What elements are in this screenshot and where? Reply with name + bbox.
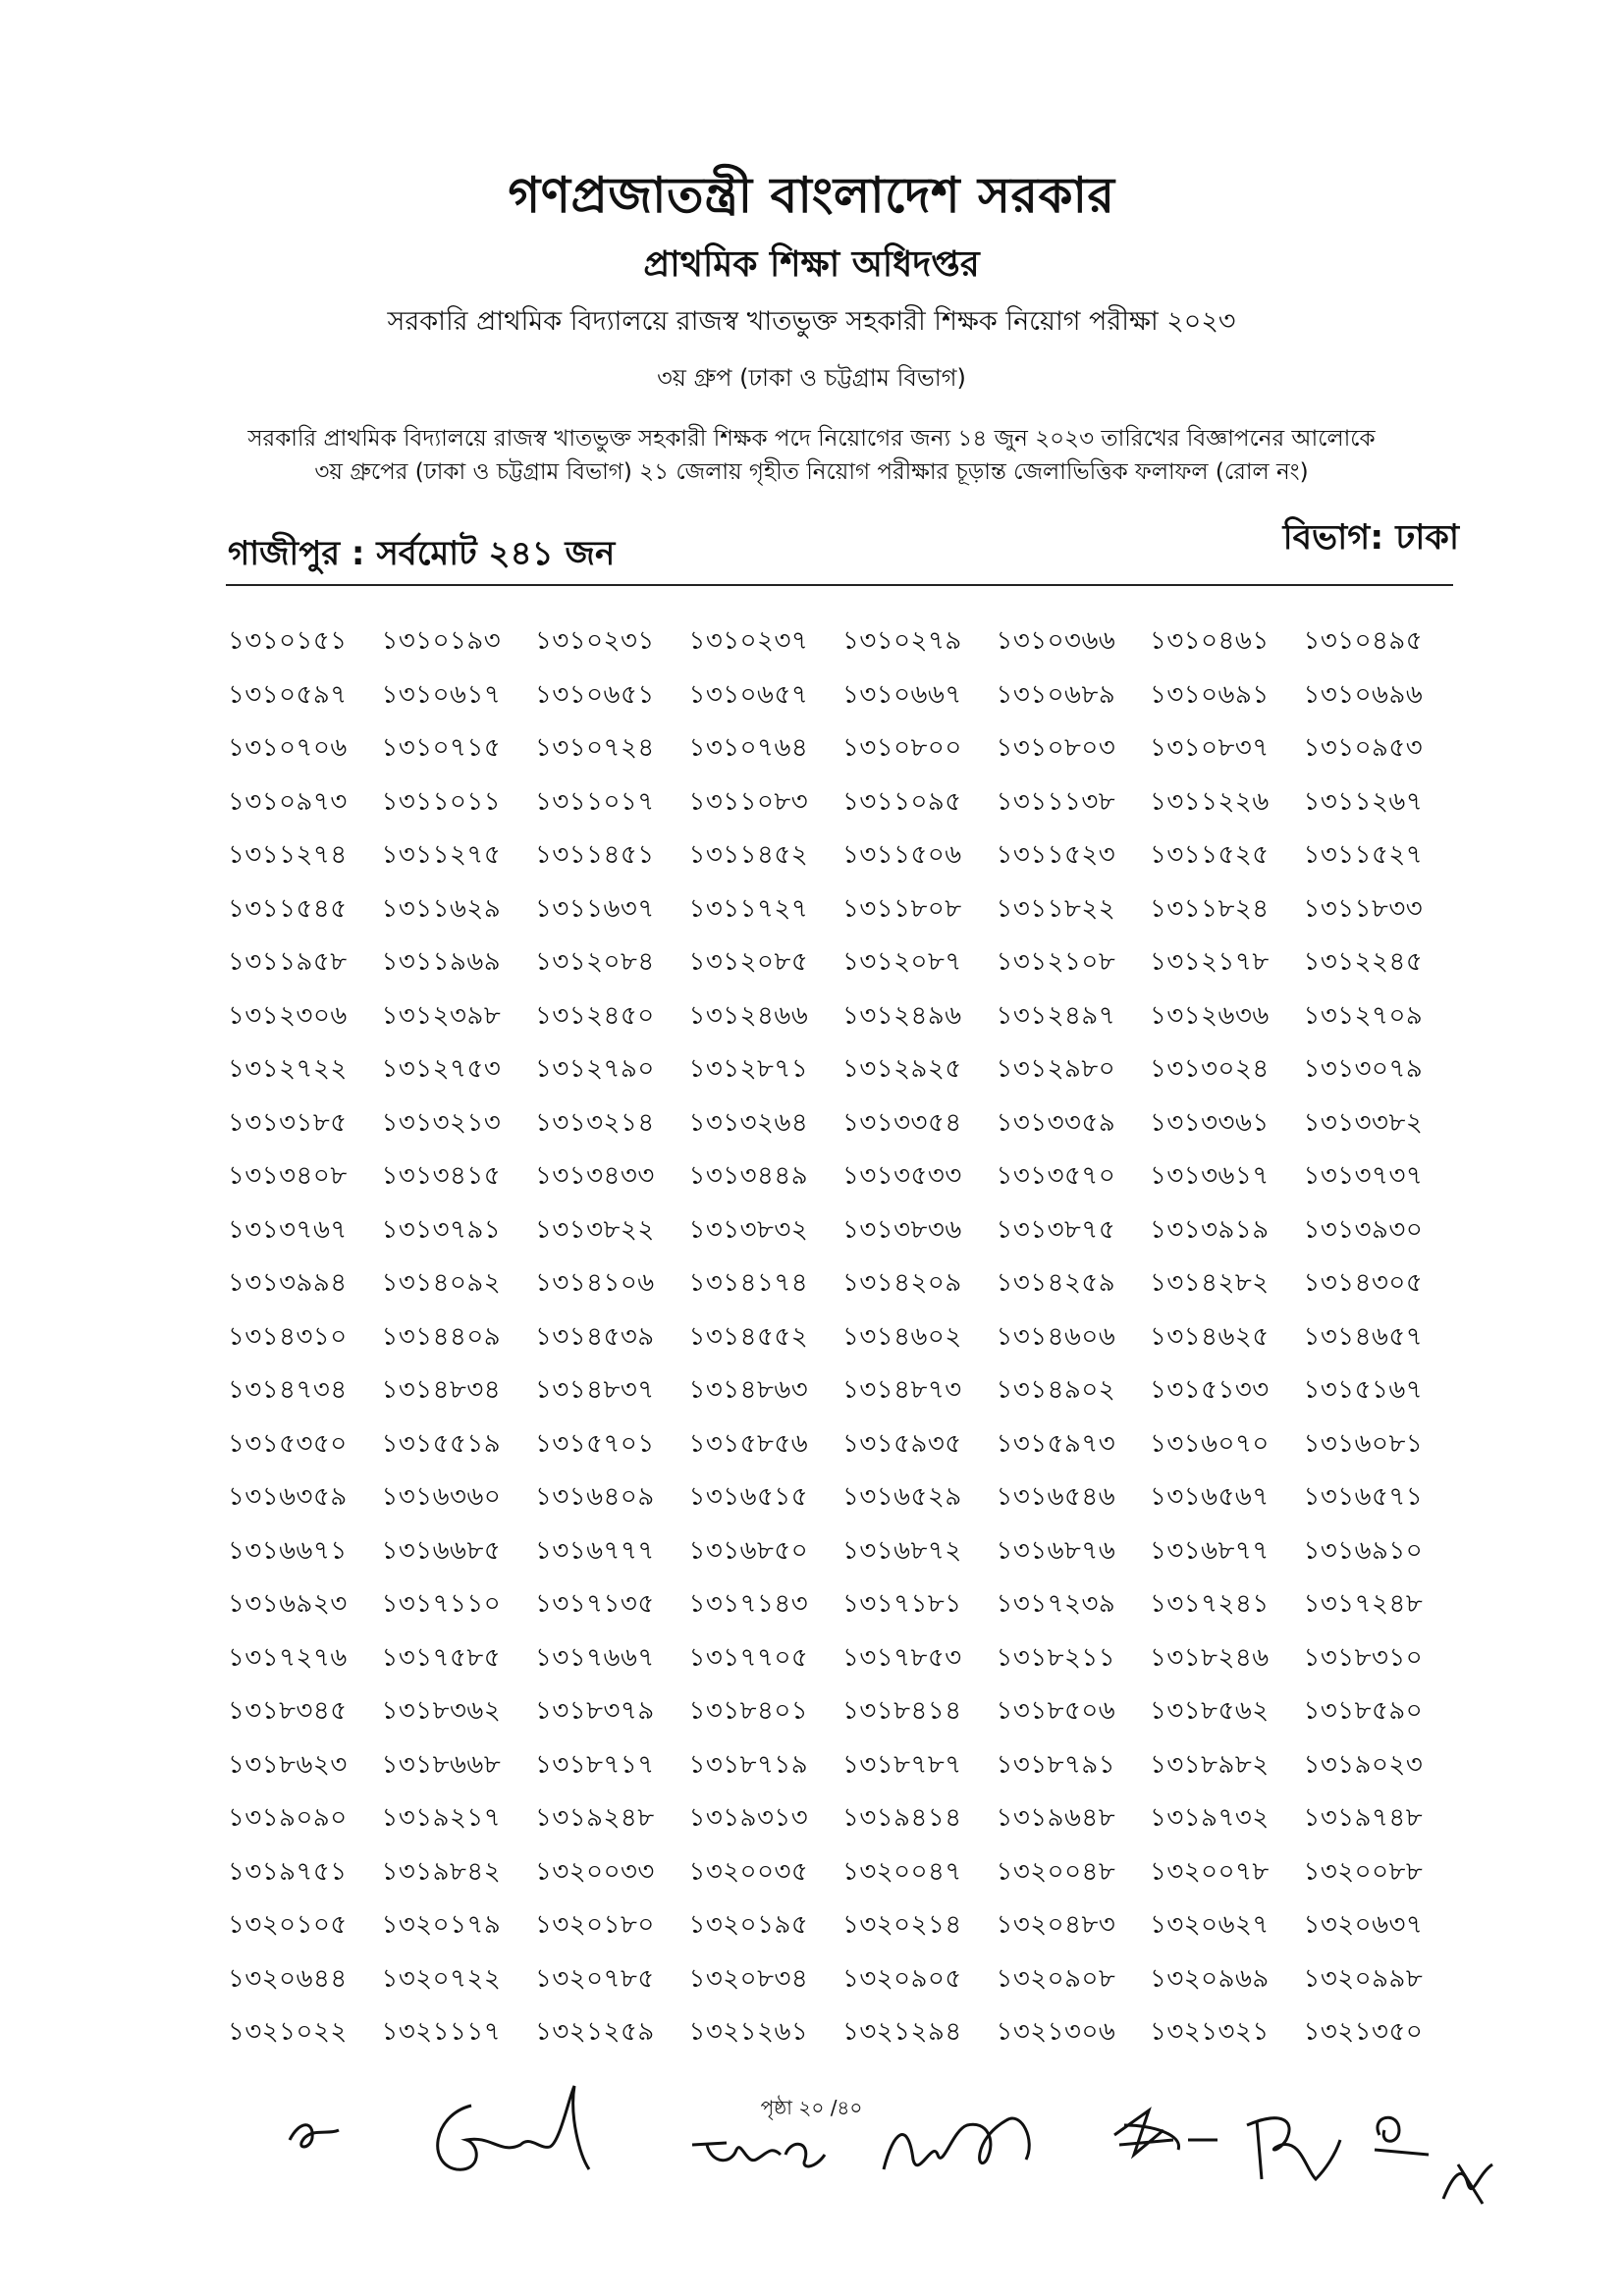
roll-number: ১৩১৩৯৩০ bbox=[1303, 1214, 1424, 1245]
roll-number: ১৩১১৬৩৭ bbox=[535, 893, 655, 924]
roll-number: ১৩১০৩৬৬ bbox=[996, 626, 1116, 657]
roll-number: ১৩১৪৩০৫ bbox=[1303, 1268, 1424, 1299]
roll-number: ১৩১০৬৫১ bbox=[535, 679, 655, 710]
roll-row bbox=[228, 615, 1465, 669]
roll-number: ১৩১০৬১৭ bbox=[381, 679, 502, 710]
roll-number: ১৩১৫১৩৩ bbox=[1150, 1375, 1270, 1406]
roll-number: ১৩১২০৮৭ bbox=[842, 947, 962, 978]
roll-number: ১৩১৩২৬৪ bbox=[688, 1107, 809, 1138]
roll-number: ১৩২০৯৬৯ bbox=[1150, 1963, 1270, 1994]
roll-number: ১৩১৭৭০৫ bbox=[688, 1642, 809, 1673]
roll-number: ১৩১৪৬০৬ bbox=[996, 1321, 1116, 1352]
roll-number: ১৩১০৪৯৫ bbox=[1303, 626, 1424, 657]
roll-number: ১৩১১০১৭ bbox=[535, 786, 655, 817]
roll-number: ১৩১৯৭৫১ bbox=[228, 1856, 348, 1887]
roll-number: ১৩১৮৩৬২ bbox=[381, 1696, 502, 1727]
roll-row bbox=[228, 883, 1465, 937]
roll-number: ১৩১২৩৯৮ bbox=[381, 1000, 502, 1031]
roll-number: ১৩১৮৫৯০ bbox=[1303, 1696, 1424, 1727]
roll-number: ১৩১৮৩৭৯ bbox=[535, 1696, 655, 1727]
group-title: ৩য় গ্রুপ (ঢাকা ও চট্টগ্রাম বিভাগ) bbox=[657, 364, 966, 392]
roll-number: ১৩১৮৯৮২ bbox=[1150, 1749, 1270, 1780]
roll-number: ১৩১৩৮৩২ bbox=[688, 1214, 809, 1245]
signature-4 bbox=[1105, 2096, 1232, 2174]
roll-number: ১৩১১২৭৫ bbox=[381, 840, 502, 871]
roll-number: ১৩১২৭২২ bbox=[228, 1054, 348, 1085]
roll-number: ১৩১২৭৯০ bbox=[535, 1054, 655, 1085]
roll-number: ১৩১১৮৩৩ bbox=[1303, 893, 1424, 924]
roll-number: ১৩২০৯০৮ bbox=[996, 1963, 1116, 1994]
roll-number: ১৩২১৩০৬ bbox=[996, 2017, 1116, 2048]
roll-number: ১৩১৪৮৩৭ bbox=[535, 1375, 655, 1406]
roll-row bbox=[228, 1953, 1465, 2007]
roll-number: ১৩১৭২৩৯ bbox=[996, 1589, 1116, 1620]
roll-number: ১৩১১৯৬৯ bbox=[381, 947, 502, 978]
roll-number: ১৩১৩৪০৮ bbox=[228, 1161, 348, 1192]
roll-number: ১৩১৩২১৪ bbox=[535, 1107, 655, 1138]
roll-number: ১৩১০৬৫৭ bbox=[688, 679, 809, 710]
roll-number: ১৩১০৯৭৩ bbox=[228, 786, 348, 817]
roll-number: ১৩১৯২৪৮ bbox=[535, 1803, 655, 1834]
roll-number: ১৩১২৪৯৬ bbox=[842, 1000, 962, 1031]
roll-number: ১৩১৪২৮২ bbox=[1150, 1268, 1270, 1299]
roll-number: ১৩১৫১৬৭ bbox=[1303, 1375, 1424, 1406]
roll-number: ১৩১১৫২৭ bbox=[1303, 840, 1424, 871]
signature-3 bbox=[879, 2101, 1046, 2189]
roll-number: ১৩১৫৯৩৫ bbox=[842, 1428, 962, 1459]
roll-number: ১৩১৪৮৭৩ bbox=[842, 1375, 962, 1406]
roll-number: ১৩১০৪৬১ bbox=[1150, 626, 1270, 657]
roll-number: ১৩১৮৪১৪ bbox=[842, 1696, 962, 1727]
roll-number: ১৩১২৮৭১ bbox=[688, 1054, 809, 1085]
roll-number: ১৩১৪৮৩৪ bbox=[381, 1375, 502, 1406]
roll-number: ১৩১৭২৪১ bbox=[1150, 1589, 1270, 1620]
roll-number: ১৩১১২৭৪ bbox=[228, 840, 348, 871]
roll-number: ১৩১০২৩৭ bbox=[688, 626, 809, 657]
roll-number: ১৩২১৩৫০ bbox=[1303, 2017, 1424, 2048]
roll-number: ১৩১৬৮৫০ bbox=[688, 1535, 809, 1566]
roll-number: ১৩১২৭০৯ bbox=[1303, 1000, 1424, 1031]
roll-number: ১৩১৬৯১০ bbox=[1303, 1535, 1424, 1566]
roll-number: ১৩১১২২৬ bbox=[1150, 786, 1270, 817]
roll-number: ১৩২০৮৩৪ bbox=[688, 1963, 809, 1994]
roll-number: ১৩২০২১৪ bbox=[842, 1910, 962, 1941]
roll-number: ১৩১৩৬১৭ bbox=[1150, 1161, 1270, 1192]
roll-row bbox=[228, 1525, 1465, 1579]
roll-number: ১৩১৮৪০১ bbox=[688, 1696, 809, 1727]
roll-number: ১৩১০৮০৩ bbox=[996, 733, 1116, 764]
roll-number: ১৩১০৮০০ bbox=[842, 733, 962, 764]
roll-number: ১৩১১৫২৩ bbox=[996, 840, 1116, 871]
district-total: গাজীপুর : সর্বমোট ২৪১ জন bbox=[228, 534, 616, 573]
roll-number: ১৩১৬৫১৫ bbox=[688, 1482, 809, 1513]
directorate-title: প্রাথমিক শিক্ষা অধিদপ্তর bbox=[643, 244, 980, 285]
roll-row bbox=[228, 1578, 1465, 1632]
roll-row bbox=[228, 936, 1465, 990]
roll-number: ১৩১৯৭৪৮ bbox=[1303, 1803, 1424, 1834]
roll-row bbox=[228, 1097, 1465, 1151]
roll-number: ১৩১৫৩৫০ bbox=[228, 1428, 348, 1459]
roll-number: ১৩১৬৭৭৭ bbox=[535, 1535, 655, 1566]
government-title: গণপ্রজাতন্ত্রী বাংলাদেশ সরকার bbox=[508, 167, 1115, 224]
roll-number: ১৩১৬৩৬০ bbox=[381, 1482, 502, 1513]
roll-number: ১৩১৭১৩৫ bbox=[535, 1589, 655, 1620]
roll-number: ১৩২০০৩৫ bbox=[688, 1856, 809, 1887]
roll-number: ১৩১০৬৯১ bbox=[1150, 679, 1270, 710]
roll-number: ১৩১৪১০৬ bbox=[535, 1268, 655, 1299]
roll-number: ১৩২০৬৪৪ bbox=[228, 1963, 348, 1994]
result-description bbox=[157, 422, 1466, 489]
roll-number: ১৩১৩১৮৫ bbox=[228, 1107, 348, 1138]
roll-number: ১৩১৬০৭০ bbox=[1150, 1428, 1270, 1459]
roll-number: ১৩২০৯৯৮ bbox=[1303, 1963, 1424, 1994]
roll-number: ১৩১৮৫০৬ bbox=[996, 1696, 1116, 1727]
roll-number: ১৩১২৪৯৭ bbox=[996, 1000, 1116, 1031]
roll-number: ১৩২১০২২ bbox=[228, 2017, 348, 2048]
roll-number: ১৩১৩২১৩ bbox=[381, 1107, 502, 1138]
roll-number: ১৩২০১০৫ bbox=[228, 1910, 348, 1941]
roll-number: ১৩১৯০২৩ bbox=[1303, 1749, 1424, 1780]
roll-number: ১৩১৭৬৬৭ bbox=[535, 1642, 655, 1673]
roll-number: ১৩১৪২৫৯ bbox=[996, 1268, 1116, 1299]
roll-number: ১৩১৩০২৪ bbox=[1150, 1054, 1270, 1085]
roll-number: ১৩১৬০৮১ bbox=[1303, 1428, 1424, 1459]
roll-number: ১৩১৩০৭৯ bbox=[1303, 1054, 1424, 1085]
roll-row bbox=[228, 1364, 1465, 1418]
roll-number: ১৩২০৬৩৭ bbox=[1303, 1910, 1424, 1941]
page-number: পৃষ্ঠা ২০ /৪০ bbox=[760, 2096, 863, 2119]
roll-number: ১৩২০৬২৭ bbox=[1150, 1910, 1270, 1941]
roll-number: ১৩১৪৬০২ bbox=[842, 1321, 962, 1352]
roll-number: ১৩১১৮২২ bbox=[996, 893, 1116, 924]
roll-number: ১৩১৩৩৮২ bbox=[1303, 1107, 1424, 1138]
roll-number: ১৩১১৯৫৮ bbox=[228, 947, 348, 978]
roll-number: ১৩১৮৫৬২ bbox=[1150, 1696, 1270, 1727]
roll-row bbox=[228, 1632, 1465, 1686]
roll-number: ১৩১৪১৭৪ bbox=[688, 1268, 809, 1299]
roll-number: ১৩১৯৪১৪ bbox=[842, 1803, 962, 1834]
roll-number: ১৩১৩৮৩৬ bbox=[842, 1214, 962, 1245]
roll-row bbox=[228, 1204, 1465, 1258]
roll-number: ১৩১৪৫৩৯ bbox=[535, 1321, 655, 1352]
roll-number: ১৩১২১০৮ bbox=[996, 947, 1116, 978]
roll-number: ১৩১০৭২৪ bbox=[535, 733, 655, 764]
roll-number: ১৩১৭১১০ bbox=[381, 1589, 502, 1620]
roll-number: ১৩১১৮০৮ bbox=[842, 893, 962, 924]
roll-row bbox=[228, 1792, 1465, 1846]
roll-number: ১৩১৩৫৭০ bbox=[996, 1161, 1116, 1192]
roll-number: ১৩২০০৪৭ bbox=[842, 1856, 962, 1887]
roll-number: ১৩১৭৮৫৩ bbox=[842, 1642, 962, 1673]
roll-number: ১৩১৮৬২৩ bbox=[228, 1749, 348, 1780]
roll-number: ১৩১০৬৮৯ bbox=[996, 679, 1116, 710]
roll-number: ১৩২০১৭৯ bbox=[381, 1910, 502, 1941]
roll-number: ১৩১৬৬৮৫ bbox=[381, 1535, 502, 1566]
roll-number: ১৩১১০৮৩ bbox=[688, 786, 809, 817]
signature-1 bbox=[412, 2076, 609, 2184]
signature-6 bbox=[1360, 2106, 1507, 2214]
roll-number: ১৩১৩৪৩৩ bbox=[535, 1161, 655, 1192]
roll-row bbox=[228, 829, 1465, 883]
initial-mark bbox=[285, 2110, 344, 2160]
roll-number: ১৩১৯২১৭ bbox=[381, 1803, 502, 1834]
roll-number: ১৩১০৬৯৬ bbox=[1303, 679, 1424, 710]
roll-number: ১৩১১৫০৬ bbox=[842, 840, 962, 871]
roll-number: ১৩১১৬২৯ bbox=[381, 893, 502, 924]
roll-number: ১৩১৭২৪৮ bbox=[1303, 1589, 1424, 1620]
roll-number: ১৩১৩৭৬৭ bbox=[228, 1214, 348, 1245]
roll-number: ১৩১৪৩১০ bbox=[228, 1321, 348, 1352]
roll-number: ১৩১৪৬২৫ bbox=[1150, 1321, 1270, 1352]
roll-number: ১৩২১২৯৪ bbox=[842, 2017, 962, 2048]
roll-number: ১৩১৮৬৬৮ bbox=[381, 1749, 502, 1780]
roll-number: ১৩১৩৯৯৪ bbox=[228, 1268, 348, 1299]
roll-number: ১৩২০৭৮৫ bbox=[535, 1963, 655, 1994]
roll-number: ১৩১০১৫১ bbox=[228, 626, 348, 657]
roll-number: ১৩১৩৪১৫ bbox=[381, 1161, 502, 1192]
roll-number: ১৩১৬৬৭১ bbox=[228, 1535, 348, 1566]
roll-number: ১৩১৮২১১ bbox=[996, 1642, 1116, 1673]
roll-number: ১৩১৬৩৫৯ bbox=[228, 1482, 348, 1513]
roll-number: ১৩১৭১৪৩ bbox=[688, 1589, 809, 1620]
header-divider bbox=[226, 584, 1453, 586]
roll-number: ১৩১১৪৫২ bbox=[688, 840, 809, 871]
roll-number: ১৩১৬৫৭১ bbox=[1303, 1482, 1424, 1513]
roll-number: ১৩১৭২৭৬ bbox=[228, 1642, 348, 1673]
roll-number: ১৩১১৮২৪ bbox=[1150, 893, 1270, 924]
roll-number: ১৩২০৯০৫ bbox=[842, 1963, 962, 1994]
roll-number: ১৩১৪৯০২ bbox=[996, 1375, 1116, 1406]
roll-number: ১৩১২০৮৫ bbox=[688, 947, 809, 978]
roll-number: ১৩২১২৫৯ bbox=[535, 2017, 655, 2048]
roll-number: ১৩১৩৩৫৯ bbox=[996, 1107, 1116, 1138]
roll-number: ১৩১৬৫৪৬ bbox=[996, 1482, 1116, 1513]
roll-row bbox=[228, 1418, 1465, 1472]
roll-number: ১৩১৩৩৬১ bbox=[1150, 1107, 1270, 1138]
roll-row bbox=[228, 1471, 1465, 1525]
roll-number: ১৩১৫৫১৯ bbox=[381, 1428, 502, 1459]
roll-number: ১৩১০৫৯৭ bbox=[228, 679, 348, 710]
roll-number: ১৩২১৩২১ bbox=[1150, 2017, 1270, 2048]
description-line-1: সরকারি প্রাথমিক বিদ্যালয়ে রাজস্ব খাতভুক্ত সহকারী শিক্ষক পদে নিয়োগের জন্য ১৪ জুন ২০২৩ তারিখের বিজ্ঞাপনের আলোকে bbox=[247, 426, 1376, 452]
roll-number: ১৩১৯৩১৩ bbox=[688, 1803, 809, 1834]
roll-number: ১৩১৫৮৫৬ bbox=[688, 1428, 809, 1459]
roll-number: ১৩১৪৭৩৪ bbox=[228, 1375, 348, 1406]
roll-number: ১৩১৩৭৩৭ bbox=[1303, 1161, 1424, 1192]
roll-row bbox=[228, 1311, 1465, 1365]
roll-number: ১৩১৯৬৪৮ bbox=[996, 1803, 1116, 1834]
roll-number: ১৩১৯৭৩২ bbox=[1150, 1803, 1270, 1834]
roll-number: ১৩১২১৭৮ bbox=[1150, 947, 1270, 978]
roll-number: ১৩১২৬৩৬ bbox=[1150, 1000, 1270, 1031]
roll-number: ১৩১৬৮৭৭ bbox=[1150, 1535, 1270, 1566]
roll-number: ১৩১২২৪৫ bbox=[1303, 947, 1424, 978]
roll-row bbox=[228, 1739, 1465, 1793]
roll-number: ১৩২১২৬১ bbox=[688, 2017, 809, 2048]
division-label: বিভাগ: ঢাকা bbox=[1282, 518, 1459, 558]
description-line-2: ৩য় গ্রুপের (ঢাকা ও চট্টগ্রাম বিভাগ) ২১ জেলায় গৃহীত নিয়োগ পরীক্ষার চূড়ান্ত জেলাভিত্তিক ফলাফল (রোল নং) bbox=[314, 459, 1309, 485]
roll-number: ১৩১১১৩৮ bbox=[996, 786, 1116, 817]
roll-number: ১৩১০৭৬৪ bbox=[688, 733, 809, 764]
roll-number: ১৩২০১৮০ bbox=[535, 1910, 655, 1941]
roll-number: ১৩১৪৫৫২ bbox=[688, 1321, 809, 1352]
roll-number: ১৩২০০৪৮ bbox=[996, 1856, 1116, 1887]
roll-row bbox=[228, 669, 1465, 723]
roll-number: ১৩১৫৭০১ bbox=[535, 1428, 655, 1459]
roll-number: ১৩২০০৩৩ bbox=[535, 1856, 655, 1887]
roll-number: ১৩১১৭২৭ bbox=[688, 893, 809, 924]
roll-number: ১৩১৬৫৬৭ bbox=[1150, 1482, 1270, 1513]
roll-number: ১৩১৬৮৭৬ bbox=[996, 1535, 1116, 1566]
roll-number: ১৩১০৮৩৭ bbox=[1150, 733, 1270, 764]
roll-number: ১৩১৮৭১৭ bbox=[535, 1749, 655, 1780]
roll-number: ১৩২১১১৭ bbox=[381, 2017, 502, 2048]
roll-number: ১৩১২০৮৪ bbox=[535, 947, 655, 978]
roll-row bbox=[228, 1685, 1465, 1739]
roll-row bbox=[228, 1899, 1465, 1953]
roll-row bbox=[228, 1043, 1465, 1097]
roll-number: ১৩১৯৮৪২ bbox=[381, 1856, 502, 1887]
roll-number: ১৩১৮৭৯১ bbox=[996, 1749, 1116, 1780]
roll-number: ১৩১৩৮২২ bbox=[535, 1214, 655, 1245]
roll-number: ১৩১৬৮৭২ bbox=[842, 1535, 962, 1566]
roll-number: ১৩১৩৩৫৪ bbox=[842, 1107, 962, 1138]
roll-number: ১৩১৩৪৪৯ bbox=[688, 1161, 809, 1192]
roll-number: ১৩১০২৭৯ bbox=[842, 626, 962, 657]
roll-number: ১৩১২৯২৫ bbox=[842, 1054, 962, 1085]
roll-number: ১৩১০৯৫৩ bbox=[1303, 733, 1424, 764]
roll-number: ১৩১৮৭৮৭ bbox=[842, 1749, 962, 1780]
roll-number: ১৩১১৪৫১ bbox=[535, 840, 655, 871]
roll-number: ১৩১৪৮৬৩ bbox=[688, 1375, 809, 1406]
roll-number: ১৩১১৫২৫ bbox=[1150, 840, 1270, 871]
roll-number: ১৩১৩৭৯১ bbox=[381, 1214, 502, 1245]
roll-number: ১৩১০৭১৫ bbox=[381, 733, 502, 764]
roll-row bbox=[228, 1150, 1465, 1204]
roll-number: ১৩১৪২০৯ bbox=[842, 1268, 962, 1299]
roll-number: ১৩১১৫৪৫ bbox=[228, 893, 348, 924]
roll-number: ১৩১৮৩১০ bbox=[1303, 1642, 1424, 1673]
roll-number: ১৩১৬৪০৯ bbox=[535, 1482, 655, 1513]
roll-number: ১৩১৩৯১৯ bbox=[1150, 1214, 1270, 1245]
roll-number: ১৩১২৯৮০ bbox=[996, 1054, 1116, 1085]
roll-number: ১৩২০১৯৫ bbox=[688, 1910, 809, 1941]
signature-2 bbox=[687, 2125, 835, 2184]
roll-row bbox=[228, 990, 1465, 1044]
roll-number: ১৩১৩৮৭৫ bbox=[996, 1214, 1116, 1245]
roll-number: ১৩২০৭২২ bbox=[381, 1963, 502, 1994]
signature-5 bbox=[1242, 2101, 1350, 2189]
roll-row bbox=[228, 2006, 1465, 2060]
roll-number: ১৩২০৪৮৩ bbox=[996, 1910, 1116, 1941]
exam-title: সরকারি প্রাথমিক বিদ্যালয়ে রাজস্ব খাতভুক্ত সহকারী শিক্ষক নিয়োগ পরীক্ষা ২০২৩ bbox=[387, 306, 1236, 337]
roll-number: ১৩১২৩০৬ bbox=[228, 1000, 348, 1031]
roll-row bbox=[228, 1846, 1465, 1900]
roll-number: ১৩১৮৩৪৫ bbox=[228, 1696, 348, 1727]
roll-number: ১৩১৬৫২৯ bbox=[842, 1482, 962, 1513]
roll-number: ১৩১১০৯৫ bbox=[842, 786, 962, 817]
roll-number: ১৩২০০৭৮ bbox=[1150, 1856, 1270, 1887]
roll-row bbox=[228, 776, 1465, 830]
roll-number: ১৩১২৪৬৬ bbox=[688, 1000, 809, 1031]
roll-number: ১৩১৪০৯২ bbox=[381, 1268, 502, 1299]
roll-number: ১৩১৮৭১৯ bbox=[688, 1749, 809, 1780]
roll-number: ১৩২০০৮৮ bbox=[1303, 1856, 1424, 1887]
roll-number: ১৩১৫৯৭৩ bbox=[996, 1428, 1116, 1459]
roll-number-grid bbox=[228, 615, 1465, 2060]
roll-number: ১৩১৪৬৫৭ bbox=[1303, 1321, 1424, 1352]
roll-number: ১৩১০১৯৩ bbox=[381, 626, 502, 657]
roll-number: ১৩১০৬৬৭ bbox=[842, 679, 962, 710]
roll-number: ১৩১২৪৫০ bbox=[535, 1000, 655, 1031]
roll-number: ১৩১২৭৫৩ bbox=[381, 1054, 502, 1085]
roll-number: ১৩১৭১৮১ bbox=[842, 1589, 962, 1620]
roll-number: ১৩১৮২৪৬ bbox=[1150, 1642, 1270, 1673]
roll-number: ১৩১৭৫৮৫ bbox=[381, 1642, 502, 1673]
roll-number: ১৩১০৭০৬ bbox=[228, 733, 348, 764]
roll-number: ১৩১৯০৯০ bbox=[228, 1803, 348, 1834]
roll-number: ১৩১৩৫৩৩ bbox=[842, 1161, 962, 1192]
roll-number: ১৩১৪৪০৯ bbox=[381, 1321, 502, 1352]
roll-number: ১৩১১০১১ bbox=[381, 786, 502, 817]
roll-number: ১৩১১২৬৭ bbox=[1303, 786, 1424, 817]
roll-row bbox=[228, 722, 1465, 776]
roll-number: ১৩১০২৩১ bbox=[535, 626, 655, 657]
roll-row bbox=[228, 1257, 1465, 1311]
roll-number: ১৩১৬৯২৩ bbox=[228, 1589, 348, 1620]
